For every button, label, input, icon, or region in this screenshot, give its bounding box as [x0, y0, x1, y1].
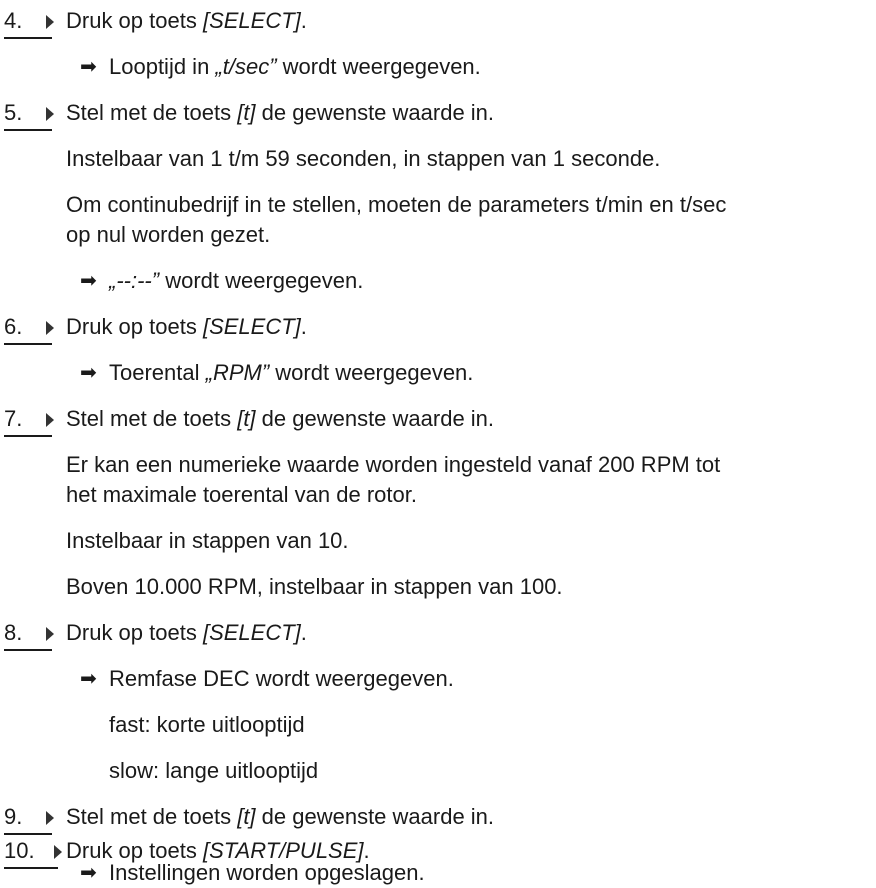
step-underline — [4, 649, 52, 651]
key-name: [START/PULSE] — [202, 838, 364, 863]
info-text: Instelbaar in stappen van 10. — [66, 528, 349, 553]
key-name: [t] — [237, 100, 256, 125]
info-text: fast: korte uitlooptijd — [109, 712, 305, 737]
info-text: slow: lange uitlooptijd — [109, 758, 319, 783]
key-name: [SELECT] — [202, 314, 301, 339]
step-text: Stel met de toets [t] de gewenste waarde in. — [66, 100, 495, 125]
step-text: Druk op toets [SELECT]. — [66, 8, 307, 33]
step-arrow-icon — [46, 321, 54, 335]
step-text: Stel met de toets [t] de gewenste waarde in. — [66, 406, 495, 431]
step-underline — [4, 343, 52, 345]
result-arrow-icon: ➡ — [80, 862, 97, 884]
info-text: Boven 10.000 RPM, instelbaar in stappen van 100. — [66, 574, 563, 599]
step-number: 10. — [4, 838, 35, 863]
step-arrow-icon — [54, 845, 62, 859]
step-arrow-icon — [46, 413, 54, 427]
step-arrow-icon — [46, 627, 54, 641]
result-arrow-icon: ➡ — [80, 668, 97, 690]
result-arrow-icon: ➡ — [80, 56, 97, 78]
result-arrow-icon: ➡ — [80, 270, 97, 292]
key-name: [SELECT] — [202, 8, 301, 33]
step-text: Druk op toets [SELECT]. — [66, 620, 307, 645]
info-text: Er kan een numerieke waarde worden ingesteld vanaf 200 RPM tot — [66, 452, 721, 477]
step-underline — [4, 435, 52, 437]
info-text: Instelbaar van 1 t/m 59 seconden, in stappen van 1 seconde. — [66, 146, 661, 171]
step-arrow-icon — [46, 811, 54, 825]
key-name: [SELECT] — [202, 620, 301, 645]
step-underline — [4, 37, 52, 39]
step-text: Druk op toets [SELECT]. — [66, 314, 307, 339]
key-name: [t] — [237, 804, 256, 829]
step-underline — [4, 129, 52, 131]
step-arrow-icon — [46, 15, 54, 29]
step-number: 9. — [4, 804, 23, 829]
step-underline — [4, 867, 58, 869]
result-text: Looptijd in „t/sec” wordt weergegeven. — [109, 54, 481, 79]
step-arrow-icon — [46, 107, 54, 121]
step-text: Druk op toets [START/PULSE]. — [66, 838, 370, 863]
step-number: 5. — [4, 100, 23, 125]
result-text: Instellingen worden opgeslagen. — [109, 860, 425, 885]
info-text: Om continubedrijf in te stellen, moeten de parameters t/min en t/sec — [66, 192, 727, 217]
result-text: Remfase DEC wordt weergegeven. — [109, 666, 454, 691]
info-text: het maximale toerental van de rotor. — [66, 482, 417, 507]
key-name: [t] — [237, 406, 256, 431]
step-number: 7. — [4, 406, 23, 431]
result-text: Toerental „RPM” wordt weergegeven. — [109, 360, 474, 385]
step-number: 4. — [4, 8, 23, 33]
step-number: 6. — [4, 314, 23, 339]
step-text: Stel met de toets [t] de gewenste waarde in. — [66, 804, 495, 829]
info-text: op nul worden gezet. — [66, 222, 271, 247]
result-arrow-icon: ➡ — [80, 362, 97, 384]
step-underline — [4, 833, 52, 835]
result-text: „--:--” wordt weergegeven. — [109, 268, 364, 293]
step-number: 8. — [4, 620, 23, 645]
